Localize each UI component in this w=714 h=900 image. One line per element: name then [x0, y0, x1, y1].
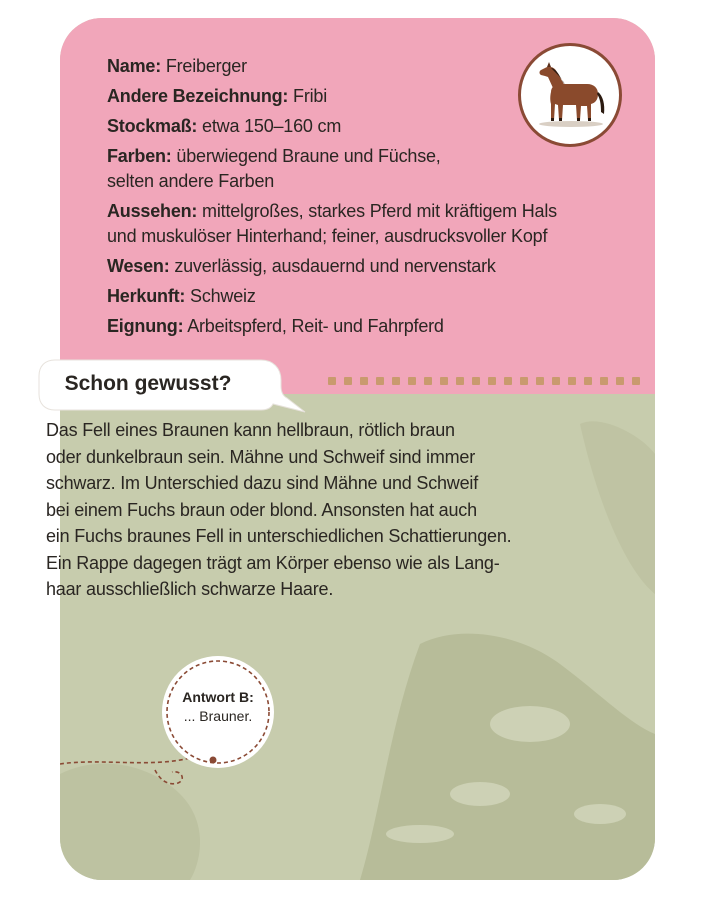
- fact-value: Freiberger: [165, 56, 247, 76]
- fact-value-continued: selten andere Farben: [107, 171, 275, 191]
- paragraph-line: schwarz. Im Unterschied dazu sind Mähne und Schweif: [46, 473, 479, 493]
- fact-temperament: [107, 254, 607, 279]
- fact-appearance: [107, 199, 607, 249]
- dotted-trail: [60, 658, 655, 858]
- paragraph-line: bei einem Fuchs braun oder blond. Ansonsten hat auch: [46, 499, 477, 520]
- fact-origin: [107, 284, 607, 309]
- fact-label: Herkunft:: [107, 286, 186, 306]
- fact-value: etwa 150–160 cm: [202, 116, 342, 136]
- fact-value: Arbeitspferd, Reit- und Fahrpferd: [187, 316, 444, 336]
- fact-suitability: [107, 314, 607, 339]
- answer-title: Antwort B:: [182, 689, 254, 705]
- fact-value: überwiegend Braune und Füchse,: [176, 146, 441, 166]
- fact-label: Farben:: [107, 146, 172, 166]
- fact-label: Aussehen:: [107, 201, 198, 221]
- fact-value: Schweiz: [190, 286, 256, 306]
- horse-image-frame: [518, 43, 622, 147]
- fact-value: Fribi: [293, 86, 328, 106]
- fact-value-continued: und muskulöser Hinterhand; feiner, ausdrucksvoller Kopf: [107, 226, 548, 246]
- fact-label: Wesen:: [107, 256, 170, 276]
- answer-circle: [162, 656, 274, 768]
- fact-label: Stockmaß:: [107, 116, 198, 136]
- paragraph-line: haar ausschließlich schwarze Haare.: [46, 579, 334, 599]
- fact-colors: [107, 144, 607, 194]
- facts-panel: [60, 18, 655, 394]
- fact-label: Eignung:: [107, 316, 184, 336]
- fact-label: Name:: [107, 56, 162, 76]
- fact-label: Andere Bezeichnung:: [107, 86, 289, 106]
- paragraph-line: oder dunkelbraun sein. Mähne und Schweif sind immer: [46, 446, 476, 467]
- paragraph-line: Das Fell eines Braunen kann hellbraun, rötlich braun: [46, 420, 455, 440]
- horse-icon: [521, 46, 619, 144]
- paragraph-line: Ein Rappe dagegen trägt am Körper ebenso wie als Lang-: [46, 552, 500, 573]
- fact-value: zuverlässig, ausdauernd und nervenstark: [174, 256, 496, 276]
- answer-text: ... Brauner.: [183, 708, 253, 724]
- paragraph-line: ein Fuchs braunes Fell in unterschiedlichen Schattierungen.: [46, 526, 512, 546]
- info-paragraph: [46, 417, 546, 603]
- fact-value: mittelgroßes, starkes Pferd mit kräftigem Hals: [202, 201, 557, 221]
- bubble-title: Schon gewusst?: [64, 372, 232, 395]
